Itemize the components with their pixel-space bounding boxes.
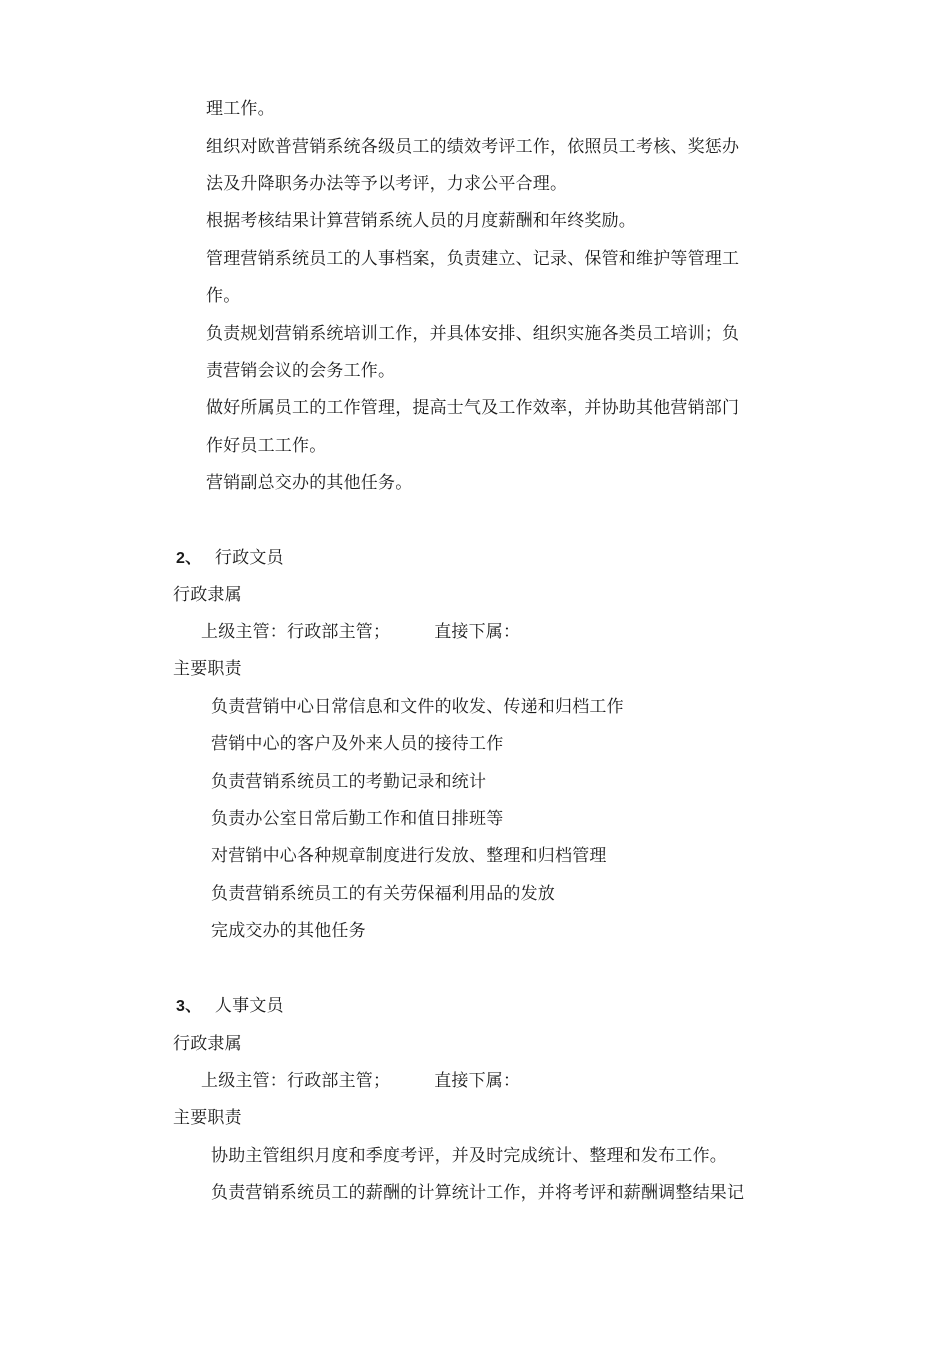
s2-title: 行政文员 — [214, 548, 284, 568]
s3-heading — [176, 995, 284, 1018]
s1-line-1: 理工作。 — [206, 99, 275, 119]
s2-heading — [176, 547, 284, 570]
s2-superior: 上级主管：行政部主管； — [201, 622, 391, 642]
s3-subordinate: 直接下属： — [434, 1071, 521, 1091]
s1-line-11: 营销副总交办的其他任务。 — [206, 473, 413, 493]
s1-line-9: 做好所属员工的工作管理，提高士气及工作效率，并协助其他营销部门 — [206, 398, 740, 418]
s3-superior: 上级主管：行政部主管； — [201, 1071, 391, 1091]
s2-duty-1: 负责营销中心日常信息和文件的收发、传递和归档工作 — [211, 697, 624, 717]
s2-reporting-line — [201, 621, 520, 643]
s3-duty-1: 协助主管组织月度和季度考评，并及时完成统计、整理和发布工作。 — [211, 1146, 727, 1166]
s1-line-6: 作。 — [206, 286, 241, 306]
s3-title: 人事文员 — [214, 996, 284, 1016]
s3-reporting-line — [201, 1070, 520, 1092]
s1-line-3: 法及升降职务办法等予以考评，力求公平合理。 — [206, 174, 568, 194]
s1-line-5: 管理营销系统员工的人事档案，负责建立、记录、保管和维护等管理工 — [206, 249, 740, 269]
s1-line-7: 负责规划营销系统培训工作，并具体安排、组织实施各类员工培训；负 — [206, 324, 740, 344]
s3-reporting-label: 行政隶属 — [173, 1034, 242, 1054]
s2-duty-5: 对营销中心各种规章制度进行发放、整理和归档管理 — [211, 846, 607, 866]
s1-line-2: 组织对欧普营销系统各级员工的绩效考评工作，依照员工考核、奖惩办 — [206, 137, 740, 157]
s2-duty-3: 负责营销系统员工的考勤记录和统计 — [211, 772, 487, 792]
s3-duty-2: 负责营销系统员工的薪酬的计算统计工作，并将考评和薪酬调整结果记 — [211, 1183, 745, 1203]
s1-line-10: 作好员工工作。 — [206, 436, 327, 456]
s1-line-8: 责营销会议的会务工作。 — [206, 361, 396, 381]
s2-duties-label: 主要职责 — [173, 659, 242, 679]
s3-duties-label: 主要职责 — [173, 1108, 242, 1128]
s1-line-4: 根据考核结果计算营销系统人员的月度薪酬和年终奖励。 — [206, 211, 636, 231]
s2-subordinate: 直接下属： — [434, 622, 521, 642]
s2-duty-4: 负责办公室日常后勤工作和值日排班等 — [211, 809, 504, 829]
s2-number: 2、 — [176, 550, 202, 567]
s2-reporting-label: 行政隶属 — [173, 585, 242, 605]
s2-duty-7: 完成交办的其他任务 — [211, 921, 366, 941]
s2-duty-2: 营销中心的客户及外来人员的接待工作 — [211, 734, 504, 754]
s3-number: 3、 — [176, 998, 202, 1015]
s2-duty-6: 负责营销系统员工的有关劳保福利用品的发放 — [211, 884, 555, 904]
